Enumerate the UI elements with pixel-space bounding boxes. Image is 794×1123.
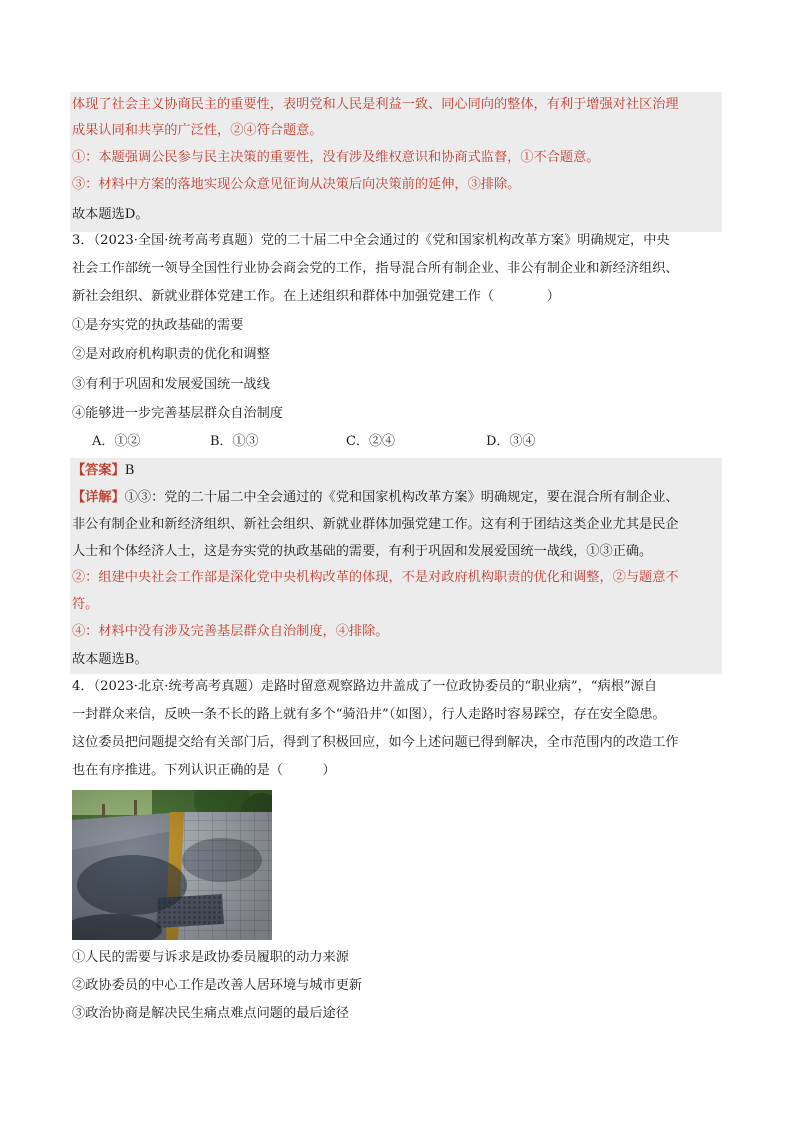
- q3-stem-line1: 3．（2023·全国·统考高考真题）党的二十届二中全会通过的《党和国家机构改革方案》明确规定，中央: [72, 233, 670, 248]
- q3-detail-line2: 非公有制企业和新经济组织、新社会组织、新就业群体加强党建工作。这有利于团结这类企业尤其是民企: [72, 517, 679, 532]
- q3-stem-line3: 新社会组织、新就业群体党建工作。在上述组织和群体中加强党建工作（ ）: [72, 289, 560, 304]
- prev-conclusion: 故本题选D。: [72, 207, 149, 222]
- answer-value: B: [124, 463, 135, 478]
- q3-item-2: ②是对政府机构职责的优化和调整: [72, 347, 270, 362]
- q3-stem-line2: 社会工作部统一领导全国性行业协会商会党的工作，指导混合所有制企业、非公有制企业和新经济组织、: [72, 261, 679, 276]
- answer-label: 【答案】: [72, 463, 125, 478]
- manhole-photo: [72, 790, 272, 940]
- q3-detail-line5: 符。: [72, 597, 99, 612]
- detail-label: 【详解】: [72, 490, 125, 505]
- q3-item-4: ④能够进一步完善基层群众自治制度: [72, 406, 283, 421]
- q4-item-1: ①人民的需要与诉求是政协委员履职的动力来源: [72, 950, 349, 965]
- q3-detail-line4: ②：组建中央社会工作部是深化党中央机构改革的体现，不是对政府机构职责的优化和调整，②与题意不: [72, 570, 679, 585]
- detail-text-1: ①③：党的二十届二中全会通过的《党和国家机构改革方案》明确规定，要在混合所有制企业、: [124, 490, 679, 505]
- q4-stem-line2: 一封群众来信，反映一条不长的路上就有多个“骑沿井”（如图），行人走路时容易踩空，存在安全隐患。: [72, 707, 666, 722]
- q3-item-3: ③有利于巩固和发展爱国统一战线: [72, 377, 270, 392]
- prev-analysis-line3: ①：本题强调公民参与民主决策的重要性，没有涉及维权意识和协商式监督，①不合题意。: [72, 150, 600, 165]
- q3-detail-line3: 人士和个体经济人士，这是夯实党的执政基础的需要，有利于巩固和发展爱国统一战线，①③正确。: [72, 544, 653, 559]
- q4-stem-line1: 4．（2023·北京·统考高考真题）走路时留意观察路边井盖成了一位政协委员的“职业病”，“病根”源自: [72, 679, 658, 694]
- q4-stem-line4: 也在有序推进。下列认识正确的是（ ）: [72, 763, 336, 778]
- q3-option-d: D．③④: [486, 434, 536, 449]
- q3-item-1: ①是夯实党的执政基础的需要: [72, 318, 244, 333]
- q3-detail-line6: ④：材料中没有涉及完善基层群众自治制度，④排除。: [72, 624, 389, 639]
- q3-option-a: A．①②: [92, 434, 141, 449]
- q3-conclusion: 故本题选B。: [72, 652, 148, 667]
- q3-answer-line: [72, 461, 720, 481]
- q4-stem-line3: 这位委员把问题提交给有关部门后，得到了积极回应，如今上述问题已得到解决，全市范围内的改造工作: [72, 735, 679, 750]
- q3-option-b: B．①③: [210, 434, 259, 449]
- q3-detail-line1: [72, 488, 720, 508]
- prev-analysis-line2: 成果认同和共享的广泛性，②④符合题意。: [72, 123, 323, 138]
- q4-item-2: ②政协委员的中心工作是改善人居环境与城市更新: [72, 978, 363, 993]
- prev-analysis-line4: ③：材料中方案的落地实现公众意见征询从决策后向决策前的延伸，③排除。: [72, 177, 521, 192]
- prev-analysis-line1: 体现了社会主义协商民主的重要性，表明党和人民是利益一致、同心同向的整体，有利于增强对社区治理: [72, 97, 679, 112]
- q4-item-3: ③政治协商是解决民生痛点难点问题的最后途径: [72, 1006, 349, 1021]
- q3-option-c: C．②④: [346, 434, 395, 449]
